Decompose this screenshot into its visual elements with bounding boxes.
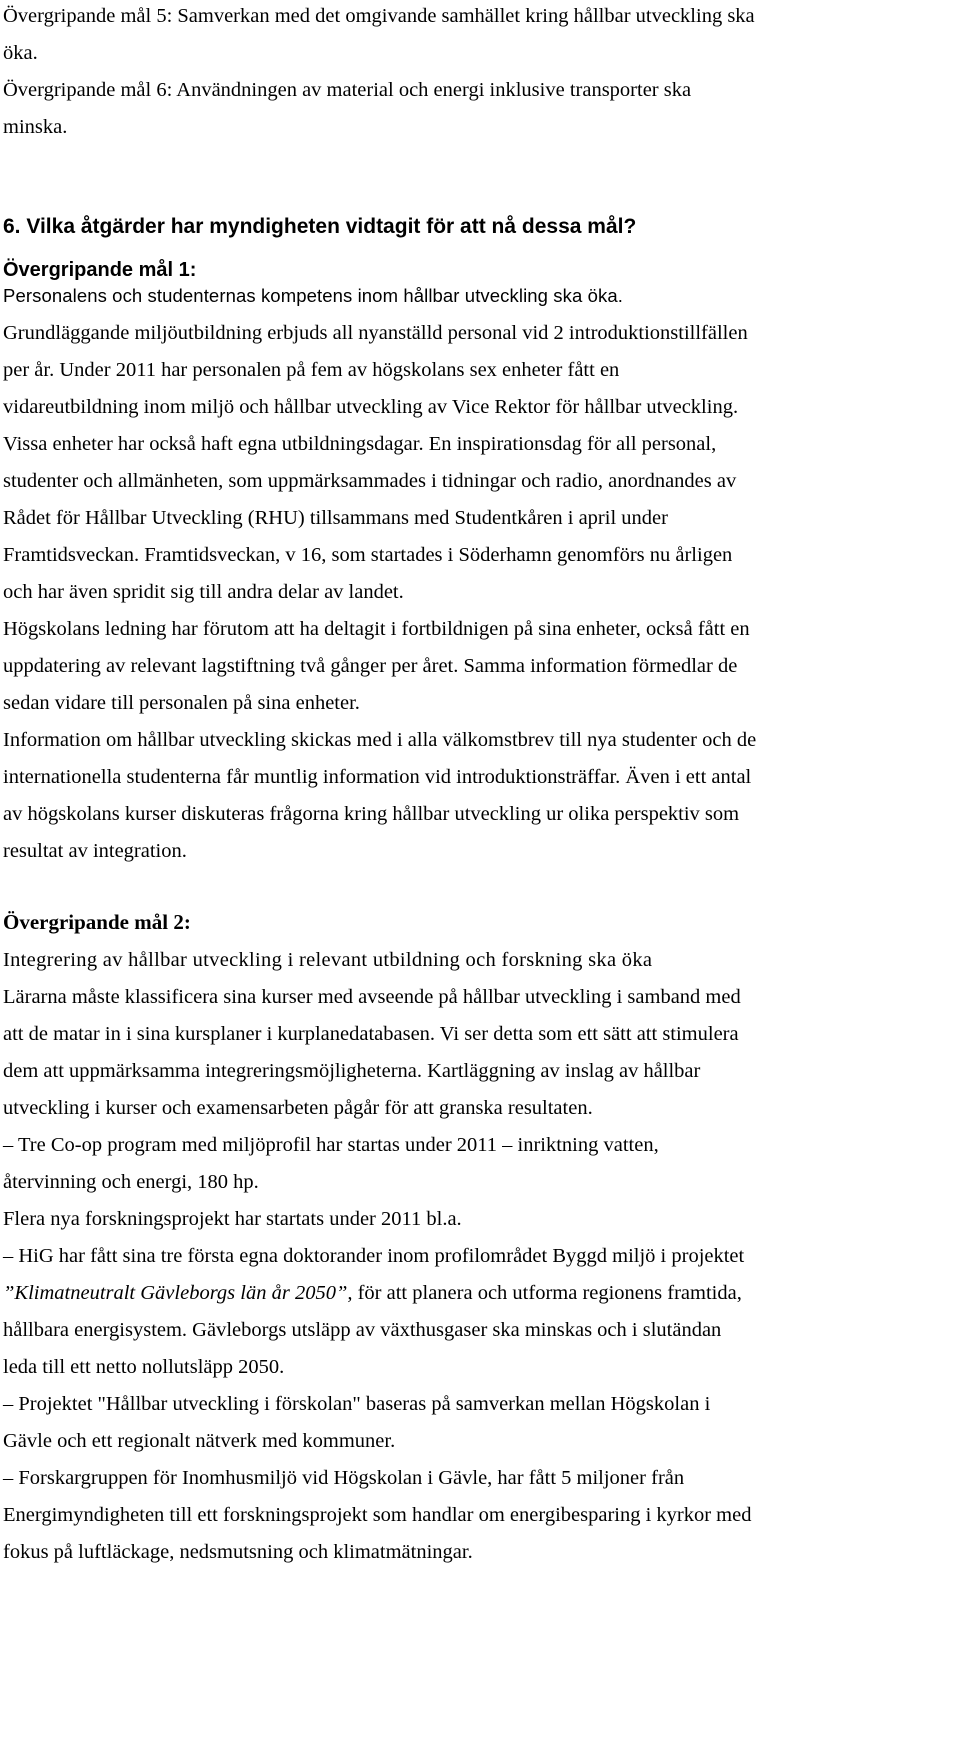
goal1-line-6: Framtidsveckan. Framtidsveckan, v 16, som startades i Söderhamn genomförs nu årligen xyxy=(3,544,733,566)
goal1-subtitle: Personalens och studenternas kompetens inom hållbar utveckling ska öka. xyxy=(3,285,624,306)
project-title-rest: för att planera och utforma regionens framtida, xyxy=(352,1282,742,1304)
goal6-line-1: Övergripande mål 6: Användningen av material och energi inklusive transporter ska xyxy=(3,79,692,101)
goal2-project-line xyxy=(3,1283,742,1304)
goal1-line-0: Grundläggande miljöutbildning erbjuds all nyanställd personal vid 2 introduktionstillfällen xyxy=(3,322,748,344)
goal1-line-13: av högskolans kurser diskuteras frågorna kring hållbar utveckling ur olika perspektiv som xyxy=(3,803,740,825)
goal1-heading: Övergripande mål 1: xyxy=(3,259,197,281)
goal6-line-2: minska. xyxy=(3,116,68,138)
question-heading: 6. Vilka åtgärder har myndigheten vidtagit för att nå dessa mål? xyxy=(3,215,637,238)
goal2-line-2: dem att uppmärksamma integreringsmöjligheterna. Kartläggning av inslag av hållbar xyxy=(3,1060,701,1082)
goal2-line-1: att de matar in i sina kursplaner i kurplanedatabasen. Vi ser detta som ett sätt att stimulera xyxy=(3,1023,739,1045)
goal1-line-8: Högskolans ledning har förutom att ha deltagit i fortbildnigen på sina enheter, också fått en xyxy=(3,618,750,640)
goal1-line-5: Rådet för Hållbar Utveckling (RHU) tillsammans med Studentkåren i april under xyxy=(3,507,668,529)
goal2-after-line-1: leda till ett netto nollutsläpp 2050. xyxy=(3,1356,285,1378)
goal1-line-10: sedan vidare till personalen på sina enheter. xyxy=(3,692,360,714)
goal5-line-2: öka. xyxy=(3,42,38,64)
goal1-line-9: uppdatering av relevant lagstiftning två gånger per året. Samma information förmedlar de xyxy=(3,655,738,677)
goal2-after-line-0: hållbara energisystem. Gävleborgs utsläpp av växthusgaser ska minskas och i slutändan xyxy=(3,1319,722,1341)
goal1-line-14: resultat av integration. xyxy=(3,840,187,862)
goal2-line-6: Flera nya forskningsprojekt har startats under 2011 bl.a. xyxy=(3,1208,462,1230)
goal2-after-line-3: Gävle och ett regionalt nätverk med kommuner. xyxy=(3,1430,396,1452)
goal1-line-12: internationella studenterna får muntlig information vid introduktionsträffar. Även i ett antal xyxy=(3,766,752,788)
goal2-line-0: Lärarna måste klassificera sina kurser med avseende på hållbar utveckling i samband med xyxy=(3,986,741,1008)
goal2-after-line-5: Energimyndigheten till ett forskningsprojekt som handlar om energibesparing i kyrkor med xyxy=(3,1504,752,1526)
goal1-line-4: studenter och allmänheten, som uppmärksammades i tidningar och radio, anordnandes av xyxy=(3,470,737,492)
goal2-after-line-4: – Forskargruppen för Inomhusmiljö vid Högskolan i Gävle, har fått 5 miljoner från xyxy=(3,1467,685,1489)
goal5-line-1: Övergripande mål 5: Samverkan med det omgivande samhället kring hållbar utveckling ska xyxy=(3,5,755,27)
goal2-after-line-6: fokus på luftläckage, nedsmutsning och klimatmätningar. xyxy=(3,1541,473,1563)
project-title: ”Klimatneutralt Gävleborgs län år 2050”, xyxy=(3,1282,353,1304)
goal2-line-5: återvinning och energi, 180 hp. xyxy=(3,1171,259,1193)
goal2-after-line-2: – Projektet "Hållbar utveckling i förskolan" baseras på samverkan mellan Högskolan i xyxy=(3,1393,711,1415)
goal1-line-2: vidareutbildning inom miljö och hållbar utveckling av Vice Rektor för hållbar utveckling. xyxy=(3,396,739,418)
goal1-line-3: Vissa enheter har också haft egna utbildningsdagar. En inspirationsdag för all personal, xyxy=(3,433,717,455)
goal2-heading: Övergripande mål 2: xyxy=(3,910,191,934)
goal1-line-11: Information om hållbar utveckling skickas med i alla välkomstbrev till nya studenter och de xyxy=(3,729,757,751)
goal2-line-3: utveckling i kurser och examensarbeten pågår för att granska resultaten. xyxy=(3,1097,593,1119)
goal2-subtitle: Integrering av hållbar utveckling i relevant utbildning och forskning ska öka xyxy=(3,949,653,971)
goal2-line-4: – Tre Co-op program med miljöprofil har startas under 2011 – inriktning vatten, xyxy=(3,1134,659,1156)
goal2-line-7: – HiG har fått sina tre första egna doktorander inom profilområdet Byggd miljö i projektet xyxy=(3,1245,745,1267)
goal1-line-1: per år. Under 2011 har personalen på fem av högskolans sex enheter fått en xyxy=(3,359,620,381)
goal1-line-7: och har även spridit sig till andra delar av landet. xyxy=(3,581,404,603)
